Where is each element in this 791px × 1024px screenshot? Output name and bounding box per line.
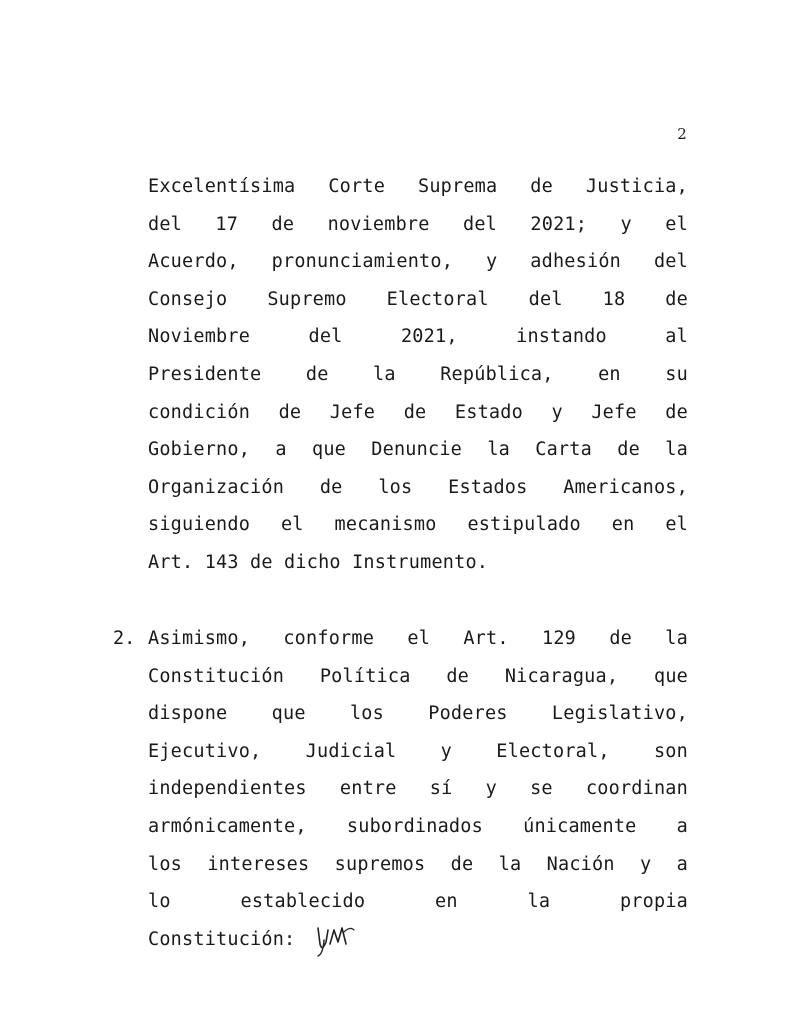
word: que [311, 439, 346, 461]
word: adhesión [530, 251, 622, 273]
word: del [653, 251, 688, 273]
word: Judicial [305, 740, 397, 762]
word: la [373, 364, 396, 385]
word: Electoral, [496, 740, 610, 762]
word: y [486, 251, 498, 273]
word: de [403, 401, 427, 423]
list-item-last-line: Constitución: [148, 929, 296, 950]
word: Ejecutivo, [148, 740, 262, 762]
word: de [271, 213, 295, 235]
word: Estados [448, 476, 528, 498]
word: la [487, 439, 510, 461]
word: Gobierno, [148, 439, 251, 461]
word: 2021, [400, 326, 458, 348]
word: Electoral [386, 288, 489, 310]
word: Excelentísima [148, 176, 296, 197]
word: en [435, 891, 458, 913]
word: a [676, 816, 688, 837]
word: intereses [207, 853, 310, 875]
word: del [463, 213, 498, 235]
word: de [319, 476, 343, 498]
paragraph-line [148, 210, 688, 240]
word: sí [429, 778, 453, 800]
word: de [305, 364, 329, 385]
word: Noviembre [148, 326, 251, 348]
word: establecido [240, 891, 366, 913]
page-number: 2 [677, 125, 687, 143]
word: la [665, 439, 688, 461]
paragraph-line [148, 285, 688, 315]
word: condición [148, 401, 251, 423]
word: de [617, 439, 640, 461]
word: propia [619, 891, 688, 913]
word: entre [339, 778, 397, 800]
word: la [527, 891, 551, 913]
word: Supremo [267, 288, 347, 310]
word: de [609, 628, 632, 649]
paragraph-line [148, 360, 688, 390]
word: Denuncie [371, 439, 463, 461]
word: el [665, 213, 688, 235]
word: Acuerdo, [148, 251, 239, 273]
word: de [665, 288, 688, 310]
word: armónicamente, [148, 816, 307, 837]
word: y [551, 401, 563, 423]
word: su [665, 364, 688, 385]
word: Presidente [148, 364, 262, 385]
word: Americanos, [563, 476, 688, 498]
word: independientes [148, 778, 307, 800]
word: noviembre [327, 213, 430, 235]
word: que [271, 703, 306, 725]
word: Legislativo, [551, 703, 688, 725]
word: Jefe [591, 401, 637, 423]
paragraph-line [148, 398, 688, 428]
list-item-line [148, 887, 688, 917]
word: el [665, 514, 688, 536]
list-item-line [148, 699, 688, 729]
word: los [349, 703, 384, 725]
word: Nación [546, 853, 615, 875]
word: del [148, 213, 183, 235]
word: que [653, 665, 688, 687]
word: del [308, 326, 343, 348]
word: 129 [542, 628, 577, 649]
word: la [498, 853, 522, 875]
word: Jefe [329, 401, 376, 423]
word: instando [516, 326, 607, 348]
word: de [665, 401, 688, 423]
word: Organización [148, 476, 285, 498]
word: de [446, 665, 470, 687]
word: República, [440, 364, 554, 385]
word: a [676, 853, 688, 875]
list-item-line [148, 812, 688, 842]
list-item-line [148, 662, 688, 692]
word: se [530, 778, 553, 800]
paragraph-line [148, 435, 688, 465]
word: de [278, 401, 302, 423]
word: el [280, 514, 304, 536]
word: y [639, 853, 652, 875]
word: siguiendo [148, 514, 251, 536]
word: coordinan [585, 778, 688, 800]
word: Poderes [428, 703, 508, 725]
list-item-line [148, 624, 688, 654]
word: y [485, 778, 497, 800]
word: supremos [334, 853, 426, 875]
list-item-line [148, 774, 688, 804]
word: Estado [454, 401, 523, 423]
word: Consejo [148, 288, 228, 310]
word: conforme [283, 628, 375, 649]
paragraph-line [148, 247, 688, 277]
word: Suprema [417, 176, 498, 197]
word: en [598, 364, 621, 385]
list-item-line [148, 850, 688, 880]
word: Política [319, 665, 411, 687]
word: Asimismo, [148, 628, 251, 649]
word: de [450, 853, 474, 875]
word: Art. [463, 628, 509, 649]
paragraph-last-line: Art. 143 de dicho Instrumento. [148, 552, 489, 573]
word: al [665, 326, 688, 348]
word: son [653, 740, 688, 762]
paragraph-line [148, 473, 688, 503]
word: 17 [215, 213, 239, 235]
word: 18 [602, 288, 626, 310]
word: y [620, 213, 632, 235]
word: del [528, 288, 563, 310]
word: en [611, 514, 635, 536]
word: lo [148, 891, 171, 913]
word: dispone [148, 703, 228, 725]
word: pronunciamiento, [271, 251, 454, 273]
word: Nicaragua, [504, 665, 619, 687]
word: Constitución [148, 665, 285, 687]
word: Corte [328, 176, 386, 197]
paragraph-line [148, 510, 688, 540]
word: la [665, 628, 688, 649]
word: 2021; [530, 213, 588, 235]
word: subordinados [346, 816, 483, 837]
list-item-line [148, 737, 688, 767]
word: mecanismo [334, 514, 437, 536]
paragraph-line [148, 172, 688, 202]
handwritten-initials-signature [314, 922, 358, 958]
word: Carta [535, 439, 592, 461]
paragraph-line [148, 322, 688, 352]
word: y [440, 740, 453, 762]
word: estipulado [467, 514, 581, 536]
word: el [407, 628, 431, 649]
word: Justicia, [585, 176, 688, 197]
word: a [275, 439, 287, 461]
word: los [148, 853, 183, 875]
word: de [530, 176, 553, 197]
word: únicamente [523, 816, 637, 837]
list-item-number: 2. [113, 628, 136, 649]
word: los [378, 476, 413, 498]
